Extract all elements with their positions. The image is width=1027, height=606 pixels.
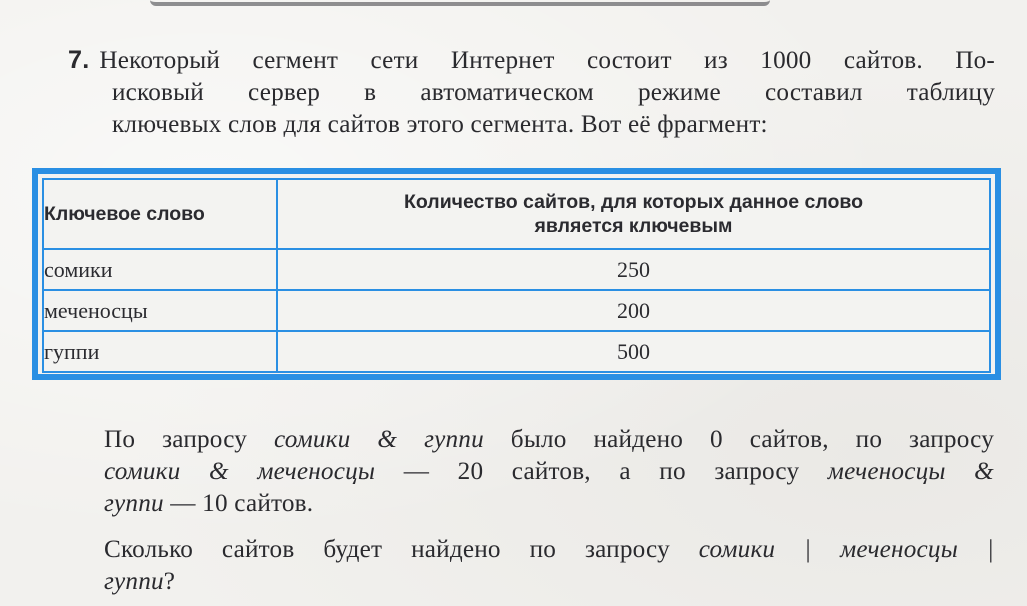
count-cell: 200 <box>277 290 990 331</box>
para2-line-2: гуппи? <box>104 568 176 595</box>
count-cell: 500 <box>277 331 990 372</box>
query-or-part1: сомики | меченосцы | <box>698 536 995 563</box>
keyword-table-frame <box>32 168 1001 380</box>
header-count-line1: Количество сайтов, для которых данное слово <box>403 191 863 213</box>
keyword-table <box>42 178 991 373</box>
keyword-cell: гуппи <box>43 331 277 372</box>
keyword-cell: сомики <box>43 249 277 290</box>
query-mechenostsy-guppi-part2: гуппи <box>104 490 164 517</box>
header-count <box>277 179 990 249</box>
para1-line-1: По запросу сомики & гуппи было найдено 0 сайтов, по запросу <box>104 426 994 453</box>
header-count-line2: является ключевым <box>534 215 733 237</box>
para2-line-1: Сколько сайтов будет найдено по запросу сомики | меченосцы | <box>104 536 995 563</box>
question-paragraph <box>104 534 994 598</box>
header-keyword: Ключевое слово <box>43 179 277 249</box>
query-somiki-guppi: сомики & гуппи <box>273 426 484 453</box>
keyword-cell: меченосцы <box>43 290 277 331</box>
intro-line-1: 7. Некоторый сегмент сети Интернет состоит из 1000 сайтов. По- <box>68 46 995 74</box>
table-row <box>43 331 990 372</box>
table-row <box>43 290 990 331</box>
intro-line-2: исковый сервер в автоматическом режиме составил таблицу <box>112 79 995 106</box>
problem-number: 7. <box>68 46 90 74</box>
para1-line-2: сомики & меченосцы — 20 сайтов, а по запросу меченосцы & <box>104 458 994 485</box>
para1-line-3: гуппи — 10 сайтов. <box>104 490 314 517</box>
query-results-paragraph <box>104 424 994 520</box>
table-row <box>43 249 990 290</box>
query-somiki-mechenostsy: сомики & меченосцы <box>104 458 376 485</box>
query-mechenostsy-guppi-part1: меченосцы & <box>827 458 994 485</box>
count-cell: 250 <box>277 249 990 290</box>
table-header-row <box>43 179 990 249</box>
query-or-part2: гуппи <box>104 568 164 595</box>
intro-line-3: ключевых слов для сайтов этого сегмента. Вот её фрагмент: <box>112 111 768 138</box>
previous-text-fragment <box>150 0 770 6</box>
problem-statement <box>60 44 995 141</box>
